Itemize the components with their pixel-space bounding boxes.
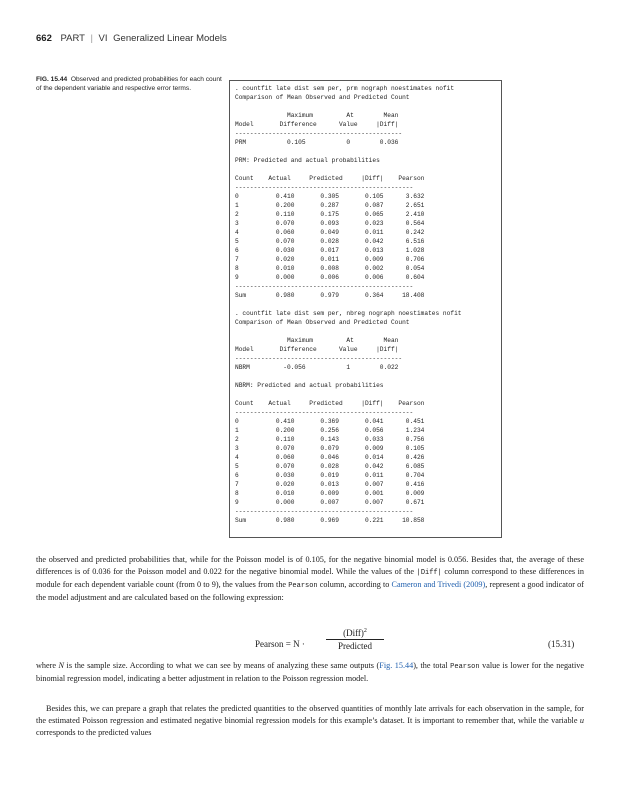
header-separator: | — [90, 33, 93, 44]
prm-sum-row: Sum 0.980 0.979 0.364 18.408 — [235, 292, 425, 299]
figure-caption-text: Observed and predicted probabilities for each count of the dependent variable and respective error terms. — [36, 76, 222, 92]
page-number: 662 — [36, 33, 52, 44]
nbrm-row-4: 4 0.060 0.046 0.014 0.426 — [235, 454, 425, 461]
rule: ------------------------------------------------ — [235, 409, 414, 416]
prm-row-3: 3 0.070 0.093 0.023 0.564 — [235, 220, 425, 227]
prm-row-4: 4 0.060 0.049 0.011 0.242 — [235, 229, 425, 236]
nbrm-row-5: 5 0.070 0.028 0.042 6.085 — [235, 463, 425, 470]
prm-command: . countfit late dist sem per, prm nograph noestimates nofit — [235, 85, 455, 92]
nbrm-row-2: 2 0.110 0.143 0.033 0.756 — [235, 436, 425, 443]
equation-numerator — [326, 628, 384, 640]
nbrm-row-9: 9 0.000 0.007 0.007 0.671 — [235, 499, 425, 506]
prm-row-8: 8 0.010 0.008 0.002 0.054 — [235, 265, 425, 272]
prm-row-5: 5 0.070 0.028 0.042 6.516 — [235, 238, 425, 245]
pearson-column-code: Pearson — [288, 582, 318, 590]
numerator-exponent: 2 — [363, 628, 367, 634]
prm-comparison-title: Comparison of Mean Observed and Predicted Count — [235, 94, 410, 101]
equation-15-31 — [0, 625, 625, 661]
p3-text-b: corresponds to the predicted values — [36, 728, 152, 737]
prm-row-6: 6 0.030 0.017 0.013 1.028 — [235, 247, 425, 254]
nbrm-row-0: 0 0.410 0.369 0.041 0.451 — [235, 418, 425, 425]
sample-size-symbol: N — [58, 661, 65, 670]
nbrm-row-1: 1 0.200 0.256 0.056 1.234 — [235, 427, 425, 434]
running-header — [36, 33, 227, 44]
rule: ------------------------------------------------ — [235, 283, 414, 290]
nbrm-comparison-title: Comparison of Mean Observed and Predicted Count — [235, 319, 410, 326]
p1-text-a: the observed and predicted probabilities that, while for the Poisson model is of 0.105, for the negative binomial model is 0.056. Besides that, the average of these differences is of 0.036 for the Poisson model and 0.022 for the negative binomial model. While the values of the — [36, 555, 584, 576]
rule: --------------------------------------------- — [235, 130, 403, 137]
rule: ------------------------------------------------ — [235, 184, 414, 191]
p1-text-c: column, according to — [317, 580, 392, 589]
nbrm-row-7: 7 0.020 0.013 0.007 0.416 — [235, 481, 425, 488]
paragraph-2 — [36, 660, 584, 685]
nbrm-table-header: Count Actual Predicted |Diff| Pearson — [235, 400, 425, 407]
paragraph-1 — [36, 554, 584, 604]
rule: --------------------------------------------- — [235, 355, 403, 362]
variable-u: u — [579, 716, 584, 725]
rule: ------------------------------------------------ — [235, 508, 414, 515]
prm-row-0: 0 0.410 0.305 0.105 3.632 — [235, 193, 425, 200]
p2-text-b: is the sample size. According to what we can see by means of analyzing these same outputs ( — [64, 661, 380, 670]
nbrm-row-6: 6 0.030 0.019 0.011 0.704 — [235, 472, 425, 479]
p2-text-a: where — [36, 661, 59, 670]
paragraph-3 — [36, 703, 584, 739]
nbrm-row-3: 3 0.070 0.079 0.009 0.105 — [235, 445, 425, 452]
equation-lhs: Pearson = N · — [255, 639, 305, 649]
p1-text-d: , represent a good indicator of the model adjustment and are calculated based on the following expression: — [36, 580, 584, 602]
part-label: PART — [60, 33, 85, 44]
chapter-title: Generalized Linear Models — [113, 33, 227, 44]
stata-output-panel — [229, 80, 502, 538]
prm-row-7: 7 0.020 0.011 0.009 0.706 — [235, 256, 425, 263]
diff-column-code: |Diff| — [416, 569, 442, 577]
prm-row-1: 1 0.200 0.287 0.087 2.651 — [235, 202, 425, 209]
figure-reference-link[interactable]: Fig. 15.44 — [379, 661, 414, 670]
prm-prob-title: PRM: Predicted and actual probabilities — [235, 157, 380, 164]
prm-diff-header-1: Maximum At Mean — [235, 112, 399, 119]
nbreg-command: . countfit late dist sem per, nbreg nograph noestimates nofit — [235, 310, 462, 317]
p3-text-a: Besides this, we can prepare a graph that relates the predicted quantities to the observed quantities of monthly late arrivals for each observation in the sample, for the estimated Poisson regression and estimated negative binomial regression models for this example’s dataset. It is important to remember that, while the variable — [36, 704, 584, 725]
equation-fraction — [326, 628, 384, 651]
nbrm-diff-header-2: Model Difference Value |Diff| — [235, 346, 399, 353]
prm-diff-row: PRM 0.105 0 0.036 — [235, 139, 399, 146]
nbrm-sum-row: Sum 0.980 0.969 0.221 10.858 — [235, 517, 425, 524]
prm-diff-header-2: Model Difference Value |Diff| — [235, 121, 399, 128]
figure-label: FIG. 15.44 — [36, 76, 68, 83]
equation-number: (15.31) — [548, 639, 575, 649]
numerator-text: (Diff) — [343, 628, 364, 638]
p2-text-c: ), the total — [413, 661, 451, 670]
nbrm-prob-title: NBRM: Predicted and actual probabilities — [235, 382, 384, 389]
nbrm-diff-header-1: Maximum At Mean — [235, 337, 399, 344]
prm-table-header: Count Actual Predicted |Diff| Pearson — [235, 175, 425, 182]
p1-text-b: column correspond to these differences in module for each dependent variable count (from 0 to 9), the values from the — [36, 567, 584, 589]
prm-row-9: 9 0.000 0.006 0.006 0.604 — [235, 274, 425, 281]
equation-denominator: Predicted — [338, 641, 372, 651]
pearson-code: Pearson — [450, 663, 480, 671]
p2-text-d: value is lower for the negative binomial regression model, indicating a better adjustment in relation to the Poisson regression model. — [36, 661, 584, 683]
nbrm-diff-row: NBRM -0.056 1 0.022 — [235, 364, 399, 371]
citation-link[interactable]: Cameron and Trivedi (2009) — [391, 580, 486, 589]
prm-row-2: 2 0.110 0.175 0.065 2.410 — [235, 211, 425, 218]
section-number: VI — [98, 33, 108, 44]
nbrm-row-8: 8 0.010 0.009 0.001 0.009 — [235, 490, 425, 497]
figure-caption — [36, 75, 222, 93]
